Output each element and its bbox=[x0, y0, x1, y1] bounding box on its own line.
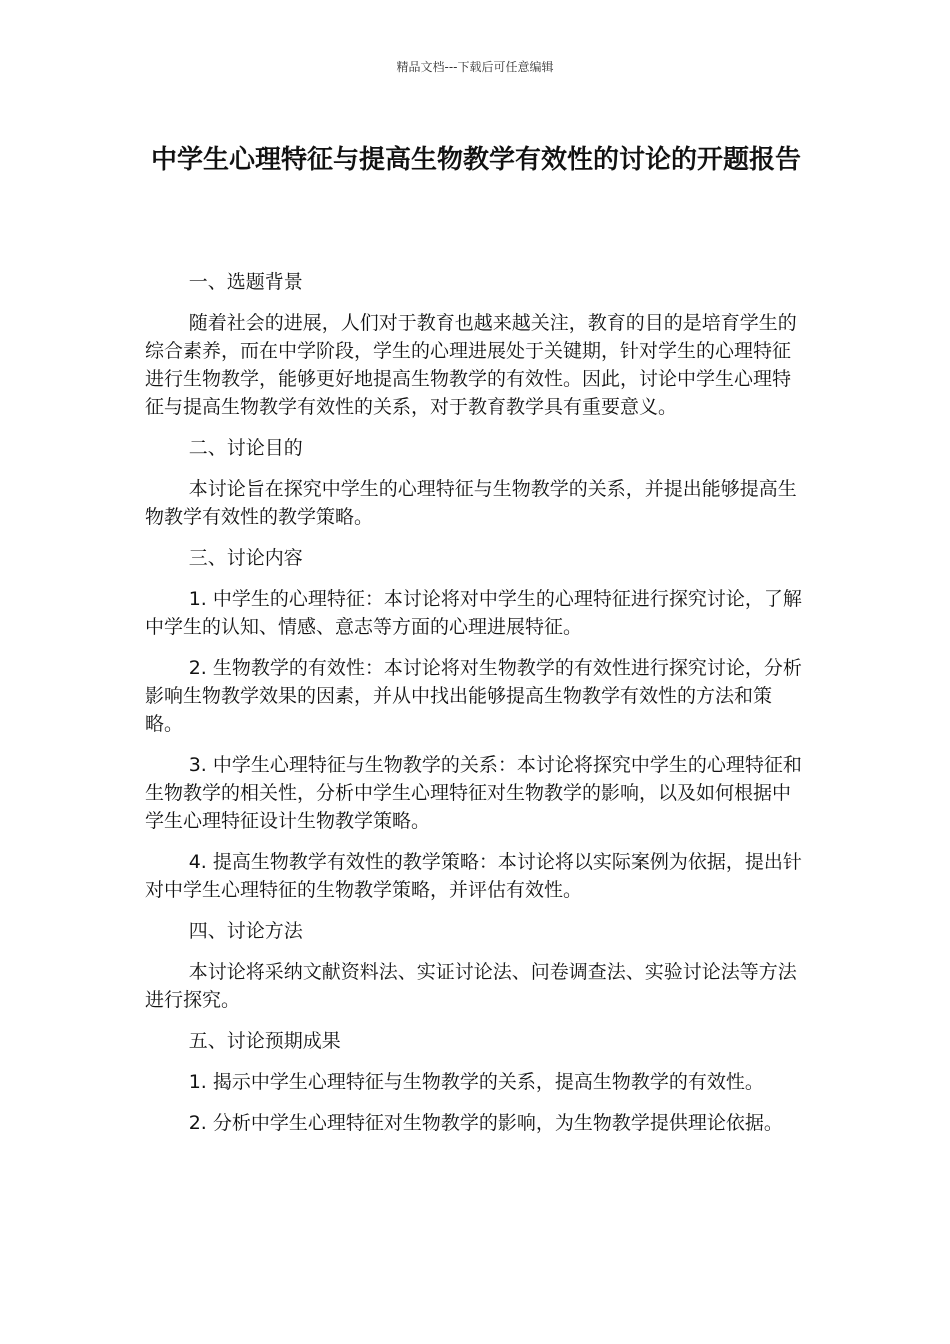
document-title: 中学生心理特征与提高生物教学有效性的讨论的开题报告 bbox=[150, 145, 801, 175]
list-item: 1. 中学生的心理特征：本讨论将对中学生的心理特征进行探究讨论，了解中学生的认知、情感、意志等方面的心理进展特征。 bbox=[145, 588, 802, 638]
section-heading: 四、讨论方法 bbox=[188, 920, 303, 942]
paragraph: 本讨论旨在探究中学生的心理特征与生物教学的关系，并提出能够提高生物教学有效性的教学策略。 bbox=[145, 478, 797, 528]
document-body bbox=[145, 268, 807, 1150]
list-item: 3. 中学生心理特征与生物教学的关系：本讨论将探究中学生的心理特征和生物教学的相关性，分析中学生心理特征对生物教学的影响，以及如何根据中学生心理特征设计生物教学策略。 bbox=[145, 754, 802, 832]
header-note: 精品文档---下载后可任意编辑 bbox=[396, 60, 554, 74]
section-heading: 五、讨论预期成果 bbox=[188, 1030, 341, 1052]
section-heading: 三、讨论内容 bbox=[188, 547, 303, 569]
paragraph: 本讨论将采纳文献资料法、实证讨论法、问卷调查法、实验讨论法等方法进行探究。 bbox=[145, 961, 797, 1011]
list-item: 4. 提高生物教学有效性的教学策略：本讨论将以实际案例为依据，提出针对中学生心理特征的生物教学策略，并评估有效性。 bbox=[145, 851, 802, 901]
list-item: 1. 揭示中学生心理特征与生物教学的关系，提高生物教学的有效性。 bbox=[188, 1071, 764, 1093]
section-heading: 二、讨论目的 bbox=[188, 437, 303, 459]
section-heading: 一、选题背景 bbox=[188, 271, 303, 293]
list-item: 2. 分析中学生心理特征对生物教学的影响，为生物教学提供理论依据。 bbox=[188, 1112, 783, 1134]
list-item: 2. 生物教学的有效性：本讨论将对生物教学的有效性进行探究讨论，分析影响生物教学效果的因素，并从中找出能够提高生物教学有效性的方法和策略。 bbox=[145, 657, 802, 735]
paragraph: 随着社会的进展，人们对于教育也越来越关注，教育的目的是培育学生的综合素养，而在中学阶段，学生的心理进展处于关键期，针对学生的心理特征进行生物教学，能够更好地提高生物教学的有效性。因此，讨论中学生心理特征与提高生物教学有效性的关系，对于教育教学具有重要意义。 bbox=[145, 312, 797, 418]
